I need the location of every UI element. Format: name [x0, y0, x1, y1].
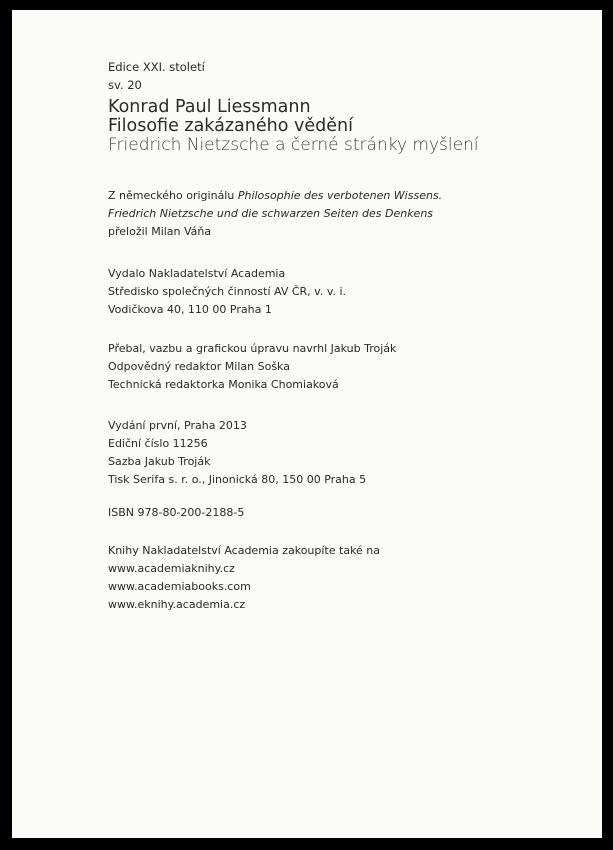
translation-line-1	[108, 187, 442, 205]
translation-prefix: Z německého originálu	[108, 189, 235, 202]
publisher-line-3: Vodičkova 40, 110 00 Praha 1	[108, 303, 272, 316]
publisher-info	[108, 265, 346, 319]
translation-info	[108, 187, 442, 241]
design-line-3: Technická redaktorka Monika Chomiaková	[108, 378, 339, 391]
translator: přeložil Milan Váňa	[108, 225, 212, 238]
series-info	[108, 58, 205, 94]
edition-line-2: Ediční číslo 11256	[108, 437, 208, 450]
book-author: Konrad Paul Liessmann	[108, 97, 311, 117]
book-title: Filosofie zakázaného vědění	[108, 116, 353, 136]
design-line-1: Přebal, vazbu a grafickou úpravu navrhl Jakub Troják	[108, 342, 397, 355]
shop-link[interactable]: www.eknihy.academia.cz	[108, 598, 246, 611]
publisher-line-1: Vydalo Nakladatelství Academia	[108, 267, 286, 280]
book-subtitle: Friedrich Nietzsche a černé stránky myšlení	[108, 135, 479, 155]
series-name: Edice XXI. století	[108, 60, 205, 74]
shop-link[interactable]: www.academiabooks.com	[108, 580, 251, 593]
edition-line-3: Sazba Jakub Troják	[108, 455, 211, 468]
edition-line-1: Vydání první, Praha 2013	[108, 419, 247, 432]
shop-link[interactable]: www.academiaknihy.cz	[108, 562, 235, 575]
shops-info	[108, 542, 380, 614]
isbn: ISBN 978-80-200-2188-5	[108, 506, 245, 519]
series-volume: sv. 20	[108, 78, 142, 92]
publisher-line-2: Středisko společných činností AV ČR, v. v. i.	[108, 285, 347, 298]
imprint-page	[12, 10, 602, 838]
title-block	[108, 98, 479, 155]
original-title-1: Philosophie des verbotenen Wissens.	[237, 189, 443, 202]
edition-line-4: Tisk Serifa s. r. o., Jinonická 80, 150 00 Praha 5	[108, 473, 367, 486]
shops-intro: Knihy Nakladatelství Academia zakoupíte také na	[108, 544, 381, 557]
design-line-2: Odpovědný redaktor Milan Soška	[108, 360, 290, 373]
design-credits	[108, 340, 396, 394]
original-title-2: Friedrich Nietzsche und die schwarzen Seiten des Denkens	[108, 207, 434, 220]
edition-info	[108, 417, 366, 489]
